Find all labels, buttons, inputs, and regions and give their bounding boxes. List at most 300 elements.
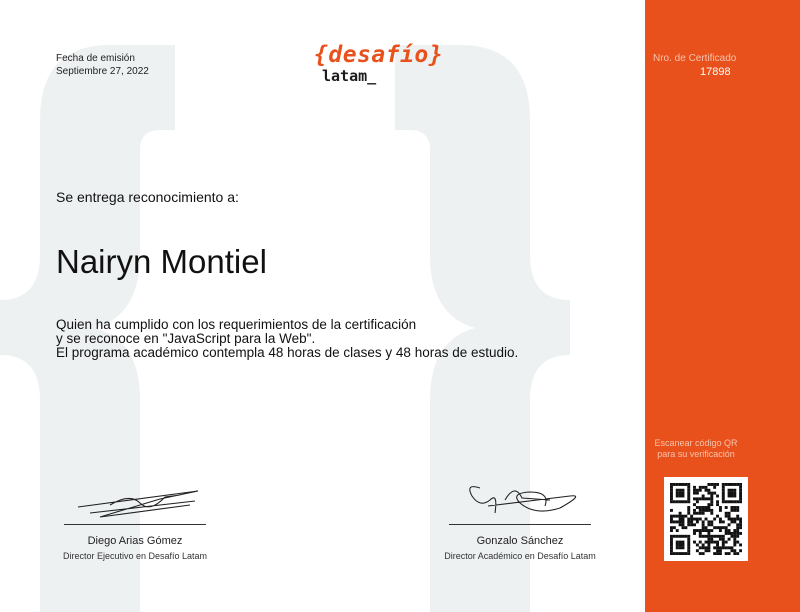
qr-module <box>707 535 710 538</box>
qr-module <box>682 546 685 549</box>
qr-module <box>705 549 708 552</box>
qr-module <box>733 518 736 521</box>
qr-module <box>696 518 699 521</box>
qr-module <box>710 538 713 541</box>
qr-module <box>702 529 705 532</box>
qr-module <box>707 497 710 500</box>
qr-module <box>682 541 685 544</box>
qr-module <box>679 543 682 546</box>
qr-module <box>682 552 685 555</box>
qr-module <box>707 532 710 535</box>
qr-module <box>716 483 719 486</box>
qr-module <box>699 497 702 500</box>
qr-module <box>733 495 736 498</box>
qr-module <box>682 526 685 529</box>
qr-module <box>736 552 739 555</box>
qr-module <box>684 483 687 486</box>
signature-line-2 <box>449 524 591 525</box>
qr-module <box>728 523 731 526</box>
qr-module <box>707 509 710 512</box>
qr-module <box>693 541 696 544</box>
qr-module <box>733 538 736 541</box>
qr-module <box>739 543 742 546</box>
qr-module <box>736 526 739 529</box>
qr-module <box>682 520 685 523</box>
qr-module <box>722 495 725 498</box>
qr-module <box>705 506 708 509</box>
qr-module <box>733 535 736 538</box>
qr-module <box>696 549 699 552</box>
qr-module <box>699 552 702 555</box>
qr-module <box>670 535 673 538</box>
qr-module <box>670 483 673 486</box>
qr-module <box>722 546 725 549</box>
qr-module <box>696 497 699 500</box>
qr-module <box>705 546 708 549</box>
qr-module <box>699 486 702 489</box>
qr-module <box>725 529 728 532</box>
qr-module <box>679 500 682 503</box>
qr-module <box>722 489 725 492</box>
qr-module <box>730 546 733 549</box>
qr-module <box>733 483 736 486</box>
qr-module <box>682 523 685 526</box>
qr-module <box>722 492 725 495</box>
qr-module <box>687 506 690 509</box>
qr-module <box>670 526 673 529</box>
qr-module <box>722 520 725 523</box>
qr-module <box>707 503 710 506</box>
qr-module <box>684 535 687 538</box>
qr-module <box>687 509 690 512</box>
qr-module <box>716 495 719 498</box>
qr-module <box>710 495 713 498</box>
desafio-latam-logo <box>314 42 443 84</box>
qr-module <box>722 541 725 544</box>
qr-module <box>696 489 699 492</box>
qr-module <box>733 509 736 512</box>
qr-module <box>702 520 705 523</box>
qr-module <box>733 489 736 492</box>
qr-module <box>725 506 728 509</box>
qr-module <box>670 486 673 489</box>
description-line-1: Quien ha cumplido con los requerimientos de la certificación <box>56 317 417 332</box>
qr-module <box>730 535 733 538</box>
qr-module <box>684 500 687 503</box>
qr-module <box>725 483 728 486</box>
qr-module <box>736 541 739 544</box>
qr-module <box>682 492 685 495</box>
qr-module <box>728 495 731 498</box>
qr-module <box>728 492 731 495</box>
qr-module <box>687 523 690 526</box>
qr-module <box>670 495 673 498</box>
qr-module <box>722 538 725 541</box>
qr-module <box>710 535 713 538</box>
qr-module <box>710 503 713 506</box>
qr-module <box>670 500 673 503</box>
qr-module <box>736 529 739 532</box>
qr-module <box>722 486 725 489</box>
qr-module <box>719 506 722 509</box>
qr-module <box>673 552 676 555</box>
qr-module <box>736 483 739 486</box>
qr-module <box>687 492 690 495</box>
qr-module <box>710 492 713 495</box>
qr-module <box>673 526 676 529</box>
qr-module <box>670 538 673 541</box>
qr-module <box>670 549 673 552</box>
qr-module <box>730 500 733 503</box>
qr-module <box>676 552 679 555</box>
qr-module <box>728 483 731 486</box>
qr-module <box>736 535 739 538</box>
qr-module <box>696 500 699 503</box>
qr-module <box>699 518 702 521</box>
qr-module <box>713 546 716 549</box>
qr-label-line-2: para su verificación <box>657 449 735 459</box>
qr-module <box>733 552 736 555</box>
qr-module <box>719 552 722 555</box>
qr-module <box>707 520 710 523</box>
qr-module <box>702 552 705 555</box>
qr-module <box>679 492 682 495</box>
qr-module <box>673 520 676 523</box>
qr-module <box>687 486 690 489</box>
qr-module <box>676 541 679 544</box>
qr-module <box>699 532 702 535</box>
qr-module <box>702 495 705 498</box>
qr-module <box>670 546 673 549</box>
qr-module <box>739 549 742 552</box>
qr-module <box>722 543 725 546</box>
qr-module <box>719 518 722 521</box>
qr-module <box>699 506 702 509</box>
qr-module <box>725 552 728 555</box>
qr-module <box>679 483 682 486</box>
qr-module <box>725 546 728 549</box>
qr-module <box>728 518 731 521</box>
qr-module <box>687 543 690 546</box>
qr-module <box>716 503 719 506</box>
qr-module <box>696 543 699 546</box>
qr-module <box>682 489 685 492</box>
qr-module <box>682 535 685 538</box>
qr-module <box>728 538 731 541</box>
qr-module <box>739 526 742 529</box>
qr-module <box>679 518 682 521</box>
qr-module <box>713 541 716 544</box>
qr-module <box>670 497 673 500</box>
qr-module <box>676 515 679 518</box>
qr-module <box>733 492 736 495</box>
qr-module <box>719 529 722 532</box>
qr-module <box>725 526 728 529</box>
qr-module <box>730 532 733 535</box>
signatory-role-2: Director Académico en Desafío Latam <box>444 551 596 561</box>
qr-module <box>733 532 736 535</box>
qr-module <box>670 509 673 512</box>
qr-module <box>670 541 673 544</box>
qr-module <box>696 520 699 523</box>
qr-module <box>670 529 673 532</box>
recipient-name: Nairyn Montiel <box>56 243 267 280</box>
qr-module <box>739 523 742 526</box>
issue-date-label: Fecha de emisión <box>56 53 135 64</box>
qr-instructions <box>645 438 747 460</box>
qr-module <box>702 512 705 515</box>
qr-module <box>736 515 739 518</box>
qr-module <box>719 520 722 523</box>
qr-module <box>733 543 736 546</box>
qr-module <box>699 509 702 512</box>
qr-module <box>699 529 702 532</box>
qr-module <box>730 495 733 498</box>
qr-module <box>693 512 696 515</box>
qr-module <box>713 518 716 521</box>
qr-module <box>725 541 728 544</box>
qr-module <box>705 535 708 538</box>
signature-diego-arias <box>70 485 210 525</box>
qr-module <box>693 529 696 532</box>
qr-module <box>693 509 696 512</box>
qr-module <box>676 529 679 532</box>
qr-module <box>687 552 690 555</box>
qr-module <box>679 515 682 518</box>
qr-module <box>719 526 722 529</box>
qr-module <box>707 492 710 495</box>
qr-module <box>687 546 690 549</box>
qr-module <box>722 535 725 538</box>
qr-module <box>693 532 696 535</box>
qr-module <box>676 483 679 486</box>
qr-module <box>687 483 690 486</box>
qr-module <box>736 500 739 503</box>
qr-module <box>728 500 731 503</box>
qr-module <box>736 509 739 512</box>
issue-date-value: Septiembre 27, 2022 <box>56 66 149 77</box>
qr-module <box>679 523 682 526</box>
qr-module <box>676 543 679 546</box>
qr-module <box>713 535 716 538</box>
qr-module <box>722 497 725 500</box>
qr-module <box>716 543 719 546</box>
certificate-number: 17898 <box>700 66 731 78</box>
qr-module <box>702 509 705 512</box>
qr-module <box>684 526 687 529</box>
qr-module <box>696 492 699 495</box>
qr-module <box>684 552 687 555</box>
qr-module <box>705 526 708 529</box>
qr-module <box>716 500 719 503</box>
qr-module <box>730 506 733 509</box>
qr-module <box>739 492 742 495</box>
qr-module <box>733 506 736 509</box>
qr-module <box>710 512 713 515</box>
qr-module <box>705 509 708 512</box>
qr-module <box>687 489 690 492</box>
qr-module <box>693 492 696 495</box>
qr-module <box>730 518 733 521</box>
qr-module <box>736 518 739 521</box>
qr-module <box>705 486 708 489</box>
qr-module <box>719 538 722 541</box>
qr-label-line-1: Escanear código QR <box>654 438 738 448</box>
qr-module <box>719 509 722 512</box>
qr-module <box>693 518 696 521</box>
qr-module <box>739 495 742 498</box>
qr-module <box>739 483 742 486</box>
qr-module <box>707 543 710 546</box>
qr-module <box>713 486 716 489</box>
qr-module <box>679 541 682 544</box>
qr-module <box>739 518 742 521</box>
qr-module <box>716 549 719 552</box>
qr-module <box>693 523 696 526</box>
qr-module <box>719 535 722 538</box>
qr-module <box>739 486 742 489</box>
verification-qr-code[interactable] <box>664 477 748 561</box>
qr-module <box>670 515 673 518</box>
qr-module <box>716 541 719 544</box>
qr-module <box>676 535 679 538</box>
qr-module <box>679 546 682 549</box>
qr-module <box>728 529 731 532</box>
qr-module <box>682 518 685 521</box>
qr-module <box>690 520 693 523</box>
qr-module <box>730 483 733 486</box>
qr-module <box>713 552 716 555</box>
qr-module <box>699 489 702 492</box>
qr-module <box>687 549 690 552</box>
qr-module <box>676 495 679 498</box>
qr-module <box>673 500 676 503</box>
qr-module <box>736 506 739 509</box>
qr-code-icon <box>670 483 742 555</box>
qr-module <box>682 543 685 546</box>
qr-module <box>710 529 713 532</box>
signature-gonzalo-sanchez <box>450 478 590 523</box>
qr-module <box>682 483 685 486</box>
qr-module <box>676 492 679 495</box>
qr-module <box>699 535 702 538</box>
qr-module <box>713 492 716 495</box>
qr-module <box>676 520 679 523</box>
qr-module <box>702 546 705 549</box>
certificate-description <box>56 318 518 360</box>
qr-module <box>682 495 685 498</box>
qr-module <box>679 512 682 515</box>
qr-module <box>739 497 742 500</box>
qr-module <box>730 509 733 512</box>
qr-module <box>728 532 731 535</box>
signatory-name-2: Gonzalo Sánchez <box>476 535 564 547</box>
qr-module <box>699 512 702 515</box>
qr-module <box>728 552 731 555</box>
certificate-number-label: Nro. de Certificado <box>653 53 737 64</box>
signatory-name-1: Diego Arias Gómez <box>87 535 183 547</box>
qr-module <box>707 541 710 544</box>
qr-module <box>722 483 725 486</box>
qr-module <box>728 489 731 492</box>
qr-module <box>702 523 705 526</box>
qr-module <box>707 523 710 526</box>
qr-module <box>673 535 676 538</box>
qr-module <box>693 486 696 489</box>
qr-module <box>705 529 708 532</box>
qr-module <box>696 529 699 532</box>
qr-module <box>710 509 713 512</box>
qr-module <box>725 500 728 503</box>
qr-module <box>710 541 713 544</box>
qr-module <box>687 497 690 500</box>
qr-module <box>728 515 731 518</box>
qr-module <box>733 500 736 503</box>
qr-module <box>679 489 682 492</box>
qr-module <box>710 523 713 526</box>
qr-module <box>682 500 685 503</box>
qr-module <box>713 483 716 486</box>
qr-module <box>702 486 705 489</box>
qr-module <box>730 520 733 523</box>
qr-module <box>710 500 713 503</box>
qr-module <box>716 546 719 549</box>
qr-module <box>739 500 742 503</box>
qr-module <box>670 492 673 495</box>
qr-module <box>716 526 719 529</box>
qr-module <box>705 489 708 492</box>
qr-module <box>707 506 710 509</box>
qr-module <box>699 541 702 544</box>
qr-module <box>696 506 699 509</box>
qr-module <box>730 549 733 552</box>
qr-module <box>687 500 690 503</box>
qr-module <box>733 549 736 552</box>
qr-module <box>673 483 676 486</box>
qr-module <box>722 526 725 529</box>
logo-wordmark: {desafío} <box>314 42 444 68</box>
qr-module <box>707 529 710 532</box>
qr-module <box>736 532 739 535</box>
qr-module <box>693 489 696 492</box>
qr-module <box>670 552 673 555</box>
qr-module <box>710 520 713 523</box>
qr-module <box>722 500 725 503</box>
qr-module <box>733 520 736 523</box>
qr-module <box>687 495 690 498</box>
qr-module <box>687 535 690 538</box>
qr-module <box>690 523 693 526</box>
qr-module <box>705 497 708 500</box>
qr-module <box>707 546 710 549</box>
qr-module <box>725 532 728 535</box>
qr-module <box>687 512 690 515</box>
qr-module <box>693 497 696 500</box>
qr-module <box>733 541 736 544</box>
qr-module <box>705 541 708 544</box>
qr-module <box>679 552 682 555</box>
qr-module <box>687 518 690 521</box>
qr-module <box>702 506 705 509</box>
qr-module <box>687 538 690 541</box>
logo-subtext: latam_ <box>322 67 377 85</box>
qr-module <box>673 515 676 518</box>
qr-module <box>739 532 742 535</box>
qr-module <box>676 489 679 492</box>
qr-module <box>730 492 733 495</box>
qr-module <box>725 515 728 518</box>
qr-module <box>676 500 679 503</box>
